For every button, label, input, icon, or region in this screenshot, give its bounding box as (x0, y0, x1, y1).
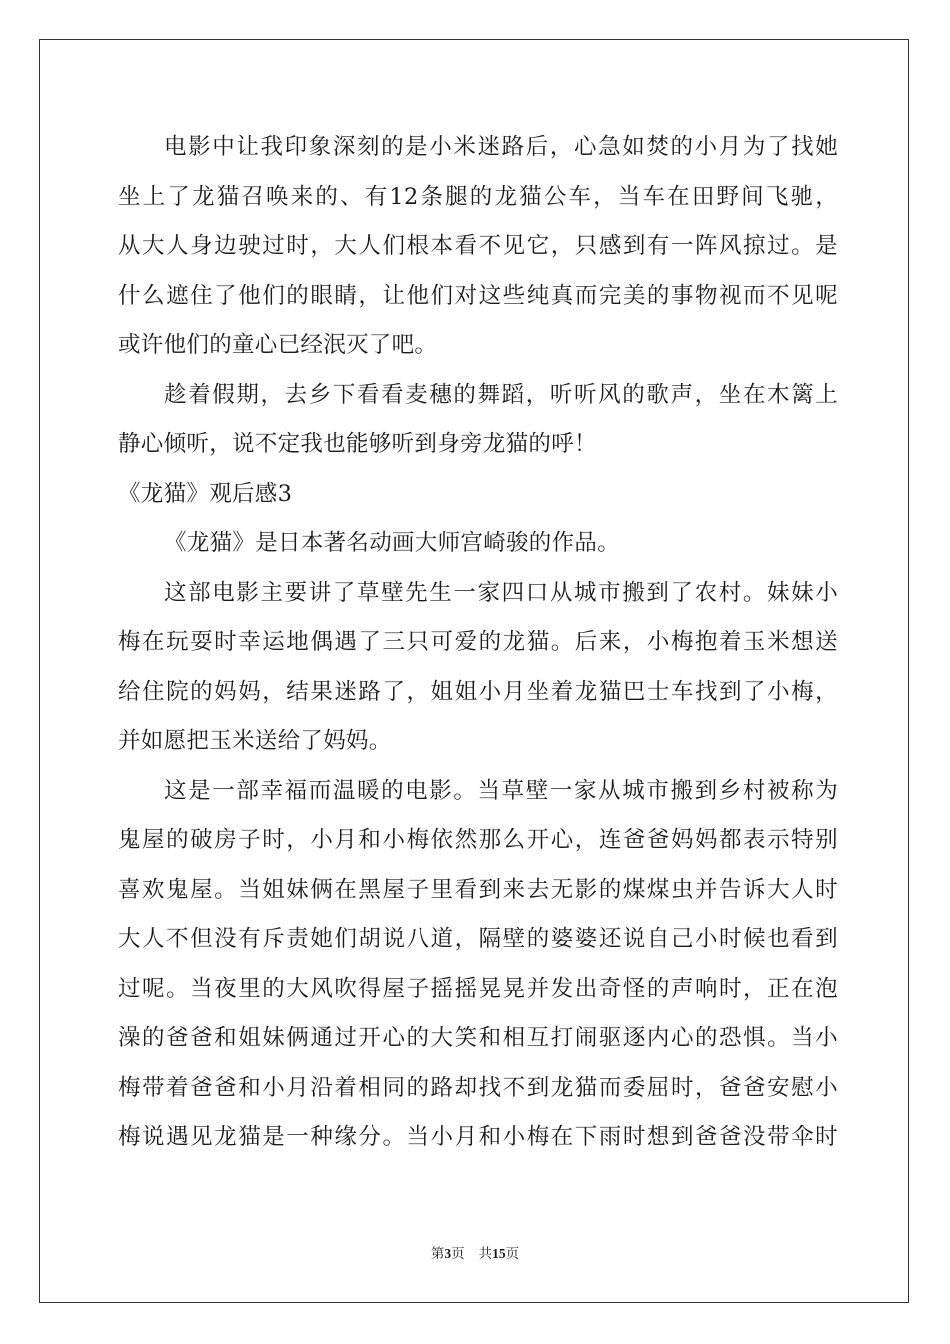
text-line: 梅带着爸爸和小月沿着相同的路却找不到龙猫而委屈时，爸爸安慰小 (118, 1074, 838, 1101)
page-footer (0, 1246, 950, 1262)
text-line: 过呢。当夜里的大风吹得屋子摇摇晃晃并发出奇怪的声响时，正在泡 (118, 975, 838, 1002)
text-line: 并如愿把玉米送给了妈妈。 (118, 728, 392, 754)
text-line: 大人不但没有斥责她们胡说八道，隔壁的婆婆还说自己小时候也看到 (118, 926, 838, 952)
document-body (118, 123, 838, 1163)
text-line: 这是一部幸福而温暖的电影。当草壁一家从城市搬到乡村被称为 (164, 777, 838, 804)
text-line: 从大人身边驶过时，大人们根本看不见它，只感到有一阵风掠过。是 (118, 233, 838, 259)
text-line: 澡的爸爸和姐妹俩通过开心的大笑和相互打闹驱逐内心的恐惧。当小 (118, 1025, 838, 1051)
total-prefix: 共 (478, 1246, 493, 1262)
text-line: 什么遮住了他们的眼睛，让他们对这些纯真而完美的事物视而不见呢 (118, 282, 838, 309)
text-line: 喜欢鬼屋。当姐妹俩在黑屋子里看到来去无影的煤煤虫并告诉大人时 (118, 876, 838, 903)
text-line: 趁着假期，去乡下看看麦穗的舞蹈，听听风的歌声，坐在木篱上 (164, 381, 838, 408)
text-line: 给住院的妈妈，结果迷路了，姐姐小月坐着龙猫巴士车找到了小梅， (118, 678, 838, 705)
text-line: 《龙猫》是日本著名动画大师宫崎骏的作品。 (164, 530, 621, 556)
text-line: 坐上了龙猫召唤来的、有12条腿的龙猫公车，当车在田野间飞驰， (118, 183, 838, 210)
text-line: 静心倾听，说不定我也能够听到身旁龙猫的呼！ (118, 431, 597, 457)
total-unit: 页 (505, 1246, 520, 1262)
page-number: 3 (444, 1246, 452, 1261)
text-line: 或许他们的童心已经泯灭了吧。 (118, 332, 438, 358)
page-total: 15 (492, 1246, 506, 1261)
text-line: 梅说遇见龙猫是一种缘分。当小月和小梅在下雨时想到爸爸没带伞时 (118, 1124, 838, 1150)
page-prefix: 第 (430, 1246, 445, 1262)
section-heading: 《龙猫》观后感3 (118, 480, 293, 507)
text-line: 梅在玩耍时幸运地偶遇了三只可爱的龙猫。后来，小梅抱着玉米想送 (118, 629, 838, 655)
text-line: 这部电影主要讲了草壁先生一家四口从城市搬到了农村。妹妹小 (164, 579, 838, 606)
page-unit: 页 (451, 1246, 465, 1262)
text-line: 电影中让我印象深刻的是小米迷路后，心急如焚的小月为了找她 (164, 134, 838, 160)
text-line: 鬼屋的破房子时，小月和小梅依然那么开心，连爸爸妈妈都表示特别 (118, 827, 838, 853)
